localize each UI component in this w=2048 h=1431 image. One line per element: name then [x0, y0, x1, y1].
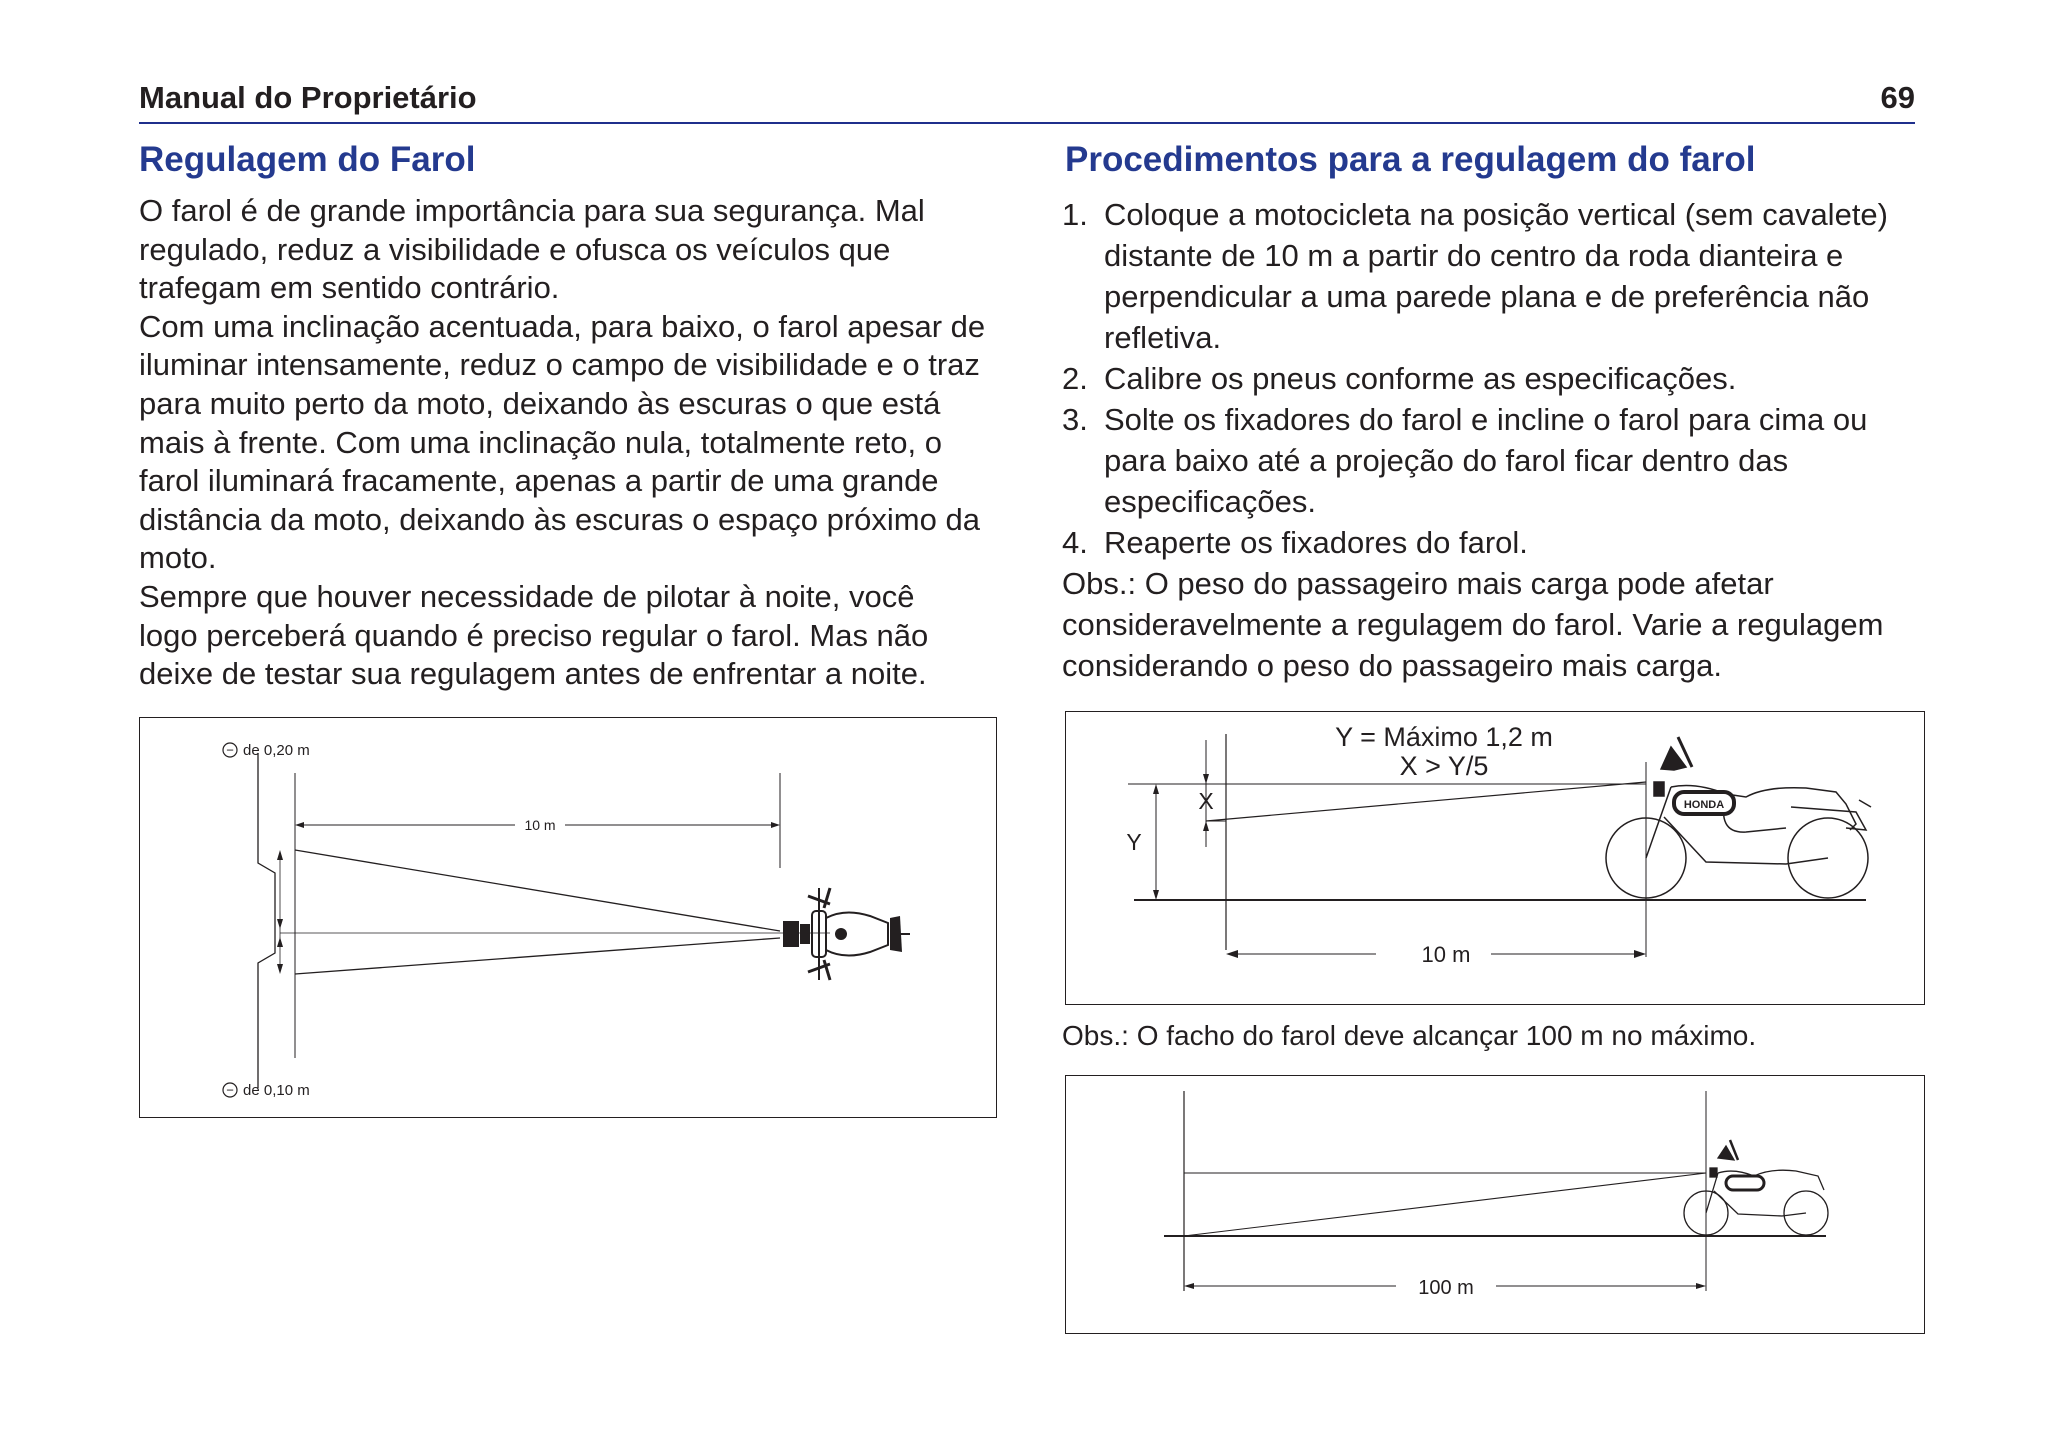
procedure-steps-list [1062, 194, 1942, 563]
paragraph-line: Com uma inclinação acentuada, para baixo, o farol apesar de [139, 308, 986, 344]
paragraph-line: moto. [139, 540, 217, 576]
figure-side-view-100m [1065, 1075, 1925, 1334]
minus-icon-top: − [226, 742, 234, 758]
step-text-line: especificações. [1104, 484, 1316, 519]
step-text-line: Reaperte os fixadores do farol. [1104, 525, 1528, 560]
label-x-rule: X > Y/5 [1399, 751, 1489, 781]
paragraph-line: regulado, reduz a visibilidade e ofusca os veículos que [139, 231, 891, 267]
obs-beam-reach: Obs.: O facho do farol deve alcançar 100 m no máximo. [1062, 1020, 1757, 1051]
paragraph-line: deixe de testar sua regulagem antes de enfrentar a noite. [139, 656, 927, 692]
step-text-line: Coloque a motocicleta na posição vertical (sem cavalete) [1104, 197, 1888, 232]
step-text-line: Solte os fixadores do farol e incline o farol para cima ou [1104, 402, 1868, 437]
step-text-line: perpendicular a uma parede plana e de preferência não [1104, 279, 1870, 314]
paragraph-line: Sempre que houver necessidade de pilotar à noite, você [139, 578, 915, 614]
side-view-100m-diagram [1066, 1076, 1926, 1335]
step-number: 2. [1062, 361, 1088, 396]
side-view-10m-diagram [1066, 712, 1926, 1006]
procedure-step [1062, 194, 1942, 358]
label-de-020m: de 0,20 m [243, 742, 310, 759]
paragraph-line: trafegam em sentido contrário. [139, 270, 560, 306]
heading-procedimentos: Procedimentos para a regulagem do farol [1065, 140, 1756, 179]
procedure-step [1062, 358, 1942, 399]
manual-title: Manual do Proprietário [139, 80, 477, 115]
label-de-010m: de 0,10 m [243, 1082, 310, 1099]
figure-top-view-headlight [139, 717, 997, 1118]
motorcycle-top-view-icon [783, 888, 910, 980]
header-rule [139, 122, 1915, 124]
step-number: 4. [1062, 525, 1088, 560]
obs-line: consideravelmente a regulagem do farol. Varie a regulagem [1062, 607, 1884, 642]
top-view-diagram [140, 718, 998, 1119]
intro-paragraph [139, 192, 1019, 694]
step-text-line: distante de 10 m a partir do centro da roda dianteira e [1104, 238, 1844, 273]
label-y-maximo: Y = Máximo 1,2 m [1335, 722, 1553, 752]
label-x: X [1198, 788, 1214, 814]
paragraph-line: distância da moto, deixando às escuras o espaço próximo da [139, 501, 980, 537]
label-10m-top-view: 10 m [524, 817, 556, 833]
procedure-step [1062, 399, 1942, 522]
minus-icon-bottom: − [226, 1082, 234, 1098]
figure-side-view-10m [1065, 711, 1925, 1005]
obs-line: considerando o peso do passageiro mais carga. [1062, 648, 1723, 683]
paragraph-line: farol iluminará fracamente, apenas a partir de uma grande [139, 463, 939, 499]
heading-regulagem-do-farol: Regulagem do Farol [139, 140, 476, 179]
paragraph-line: mais à frente. Com uma inclinação nula, totalmente reto, o [139, 424, 942, 460]
step-text-line: para baixo até a projeção do farol ficar dentro das [1104, 443, 1789, 478]
step-number: 3. [1062, 402, 1088, 437]
paragraph-line: iluminar intensamente, reduz o campo de visibilidade e o traz [139, 347, 980, 383]
honda-brand-text: HONDA [1683, 799, 1725, 811]
step-number: 1. [1062, 197, 1088, 232]
step-text-line: Calibre os pneus conforme as especificações. [1104, 361, 1737, 396]
label-100m: 100 m [1418, 1277, 1474, 1299]
honda-tank-badge-small-icon [1726, 1176, 1764, 1190]
label-10m-side: 10 m [1421, 942, 1471, 967]
step-text-line: refletiva. [1104, 320, 1222, 355]
paragraph-line: para muito perto da moto, deixando às escuras o que está [139, 385, 941, 421]
paragraph-line: O farol é de grande importância para sua segurança. Mal [139, 193, 925, 228]
procedure-step [1062, 522, 1942, 563]
page-number: 69 [1880, 80, 1915, 115]
label-y: Y [1126, 829, 1142, 855]
obs-line: Obs.: O peso do passageiro mais carga pode afetar [1062, 566, 1774, 601]
paragraph-line: logo perceberá quando é preciso regular o farol. Mas não [139, 617, 929, 653]
